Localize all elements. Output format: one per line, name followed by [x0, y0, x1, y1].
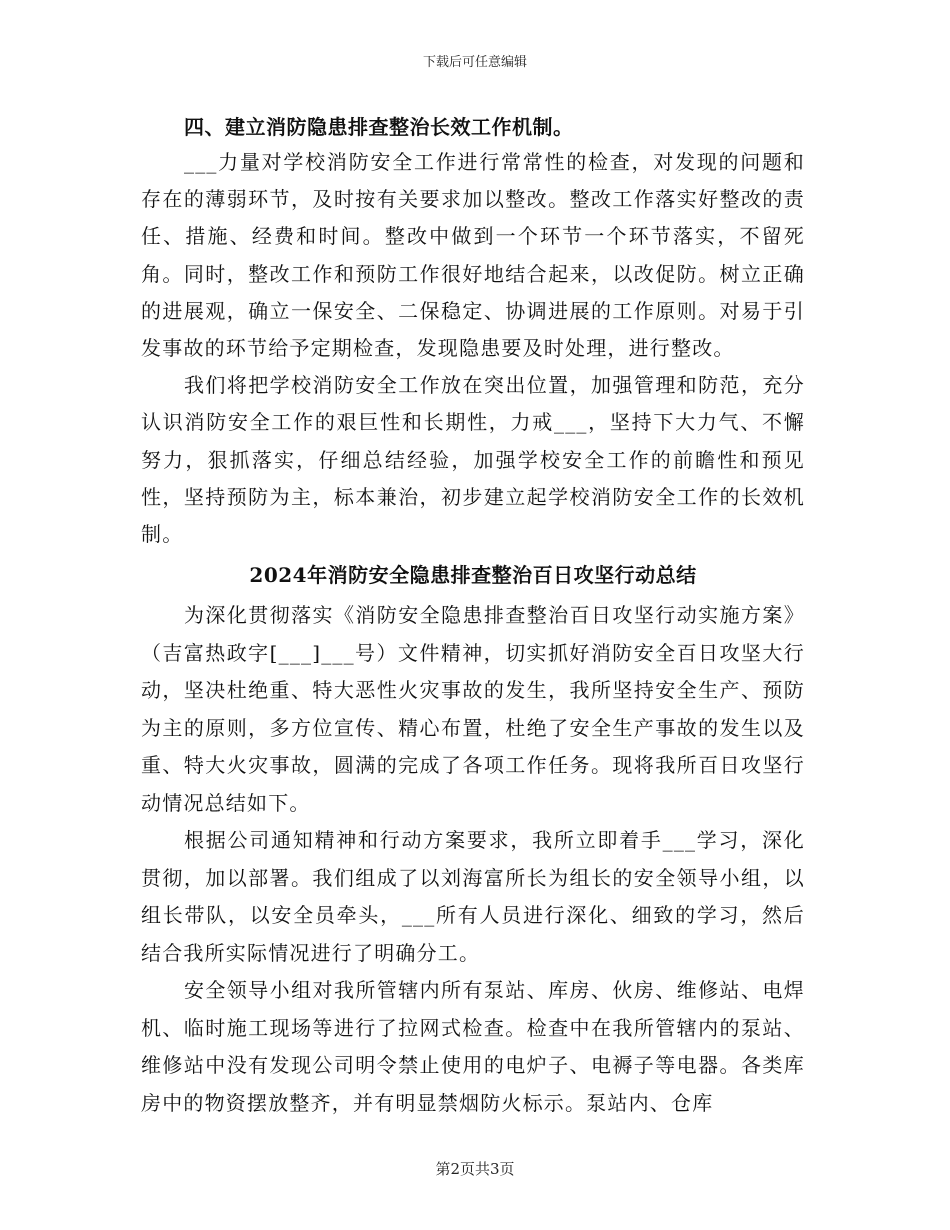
section-paragraph-1: ___力量对学校消防安全工作进行常常性的检查，对发现的问题和存在的薄弱环节，及时按有关要求加以整改。整改工作落实好整改的责任、措施、经费和时间。整改中做到一个环节一个环节落实，不留死角。同时，整改工作和预防工作很好地结合起来，以改促防。树立正确的进展观，确立一保安全、二保稳定、协调进展的工作原则。对易于引发事故的环节给予定期检查，发现隐患要及时处理，进行整改。	[141, 150, 805, 361]
document-title: 2024年消防安全隐患排查整治百日攻坚行动总结	[249, 563, 697, 588]
section-paragraph-2: 我们将把学校消防安全工作放在突出位置，加强管理和防范，充分认识消防安全工作的艰巨性和长期性，力戒___，坚持下大力气、不懈努力，狠抓落实，仔细总结经验，加强学校安全工作的前瞻性和预见性，坚持预防为主，标本兼治，初步建立起学校消防安全工作的长效机制。	[141, 373, 805, 547]
document-paragraph-3: 安全领导小组对我所管辖内所有泵站、库房、伙房、维修站、电焊机、临时施工现场等进行了拉网式检查。检查中在我所管辖内的泵站、维修站中没有发现公司明令禁止使用的电炉子、电褥子等电器。各类库房中的物资摆放整齐，并有明显禁烟防火标示。泵站内、仓库	[141, 978, 805, 1115]
page-header-note: 下载后可任意编辑	[422, 55, 527, 70]
document-paragraph-1: 为深化贯彻落实《消防安全隐患排查整治百日攻坚行动实施方案》（吉富热政字[___]___号）文件精神，切实抓好消防安全百日攻坚大行动，坚决杜绝重、特大恶性火灾事故的发生，我所坚持安全生产、预防为主的原则，多方位宣传、精心布置，杜绝了安全生产事故的发生以及重、特大火灾事故，圆满的完成了各项工作任务。现将我所百日攻坚行动情况总结如下。	[141, 603, 805, 815]
document-body	[141, 110, 805, 1122]
section-heading: 四、建立消防隐患排查整治长效工作机制。	[184, 115, 574, 139]
document-paragraph-2: 根据公司通知精神和行动方案要求，我所立即着手___学习，深化贯彻，加以部署。我们组成了以刘海富所长为组长的安全领导小组，以组长带队，以安全员牵头，___所有人员进行深化、细致的学习，然后结合我所实际情况进行了明确分工。	[141, 828, 805, 965]
page-number: 第2页共3页	[435, 1160, 515, 1178]
